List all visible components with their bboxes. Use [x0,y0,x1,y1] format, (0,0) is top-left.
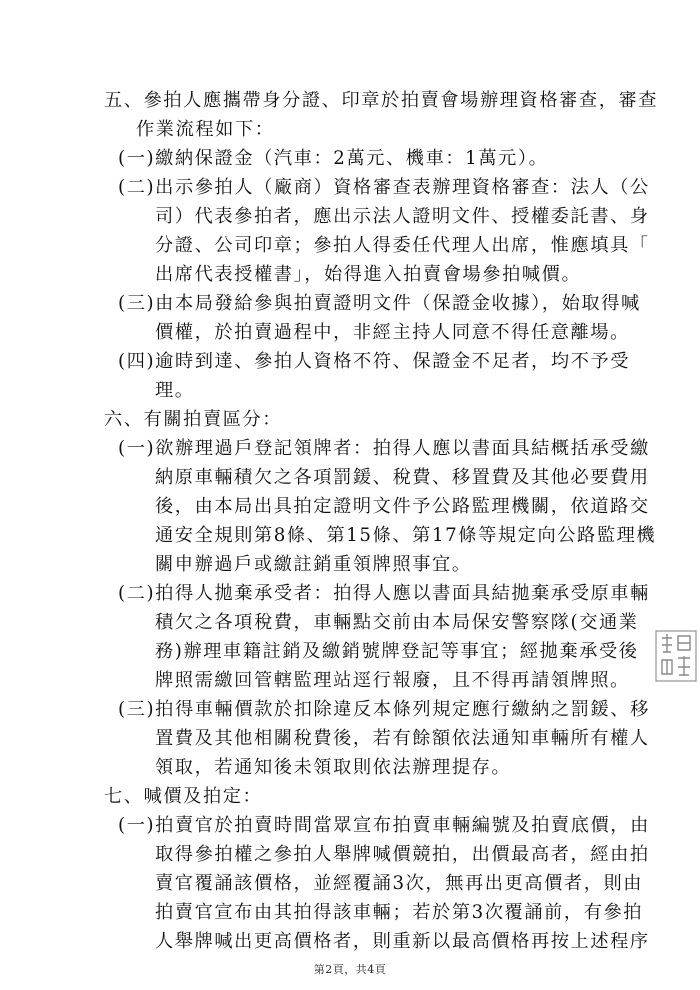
item-5-2-cont: 分證、公司印章；參拍人得委任代理人出席，惟應填具「 [155,235,650,256]
item-7-1-cont: 人舉牌喊出更高價格者，則重新以最高價格再按上述程序 [155,931,650,952]
item-6-1-cont: 納原車輛積欠之各項罰鍰、稅費、移置費及其他必要費用 [155,467,650,488]
item-5-2: (二)出示參拍人（廠商）資格審查表辦理資格審查：法人（公 [118,177,650,198]
item-7-1-cont: 賣官覆誦該價格，並經覆誦3次，無再出更高價者，則由 [155,873,644,894]
item-6-2-cont: 務)辦理車籍註銷及繳銷號牌登記等事宜；經拋棄承受後 [155,641,639,662]
page-number: 第2頁，共4頁 [313,963,387,976]
item-6-1: (一)欲辦理過戶登記領牌者：拍得人應以書面具結概括承受繳 [118,438,650,459]
item-5-1: (一)繳納保證金（汽車：2萬元、機車：1萬元）。 [118,148,549,169]
item-6-3-cont: 置費及其他相關稅費後，若有餘額依法通知車輛所有權人 [155,728,650,749]
item-6-1-cont: 通安全規則第8條、第15條、第17條等規定向公路監理機 [155,525,657,546]
item-7-1-cont: 拍賣官宣布由其拍得該車輛；若於第3次覆誦前，有參拍 [155,902,644,923]
item-7-1-cont: 取得參拍權之參拍人舉牌喊價競拍，出價最高者，經由拍 [155,844,650,865]
item-5-4-cont: 理。 [155,380,195,401]
item-6-1-cont: 後，由本局出具拍定證明文件予公路監理機關，依道路交 [155,496,650,517]
section-five-heading: 五、參拍人應攜帶身分證、印章於拍賣會場辦理資格審查，審查 [104,90,659,111]
item-6-2: (二)拍得人拋棄承受者：拍得人應以書面具結拋棄承受原車輛 [118,583,650,604]
item-7-1: (一)拍賣官於拍賣時間當眾宣布拍賣車輛編號及拍賣底價，由 [118,815,650,836]
section-six-heading: 六、有關拍賣區分： [104,409,283,430]
item-5-2-cont: 出席代表授權書」，始得進入拍賣會場參拍喊價。 [155,264,582,285]
item-6-3: (三)拍得車輛價款於扣除違反本條列規定應行繳納之罰鍰、移 [118,699,650,720]
item-6-1-cont: 關申辦過戶或繳註銷重領牌照事宜。 [155,554,472,575]
item-6-2-cont: 牌照需繳回管轄監理站逕行報廢，且不得再請領牌照。 [155,670,630,691]
item-5-4: (四)逾時到達、參拍人資格不符、保證金不足者，均不予受 [118,351,631,372]
item-5-2-cont: 司）代表參拍者，應出示法人證明文件、授權委託書、身 [155,206,650,227]
section-five-heading-cont: 作業流程如下： [136,119,275,140]
item-5-3-cont: 價權，於拍賣過程中，非經主持人同意不得任意離場。 [155,322,630,343]
seal-stamp-icon [654,628,698,684]
item-6-2-cont: 積欠之各項稅費，車輛點交前由本局保安警察隊(交通業 [155,612,639,633]
item-6-3-cont: 領取，若通知後未領取則依法辦理提存。 [155,757,512,778]
item-5-3: (三)由本局發給參與拍賣證明文件（保證金收據），始取得喊 [118,293,641,314]
section-seven-heading: 七、喊價及拍定： [104,786,263,807]
